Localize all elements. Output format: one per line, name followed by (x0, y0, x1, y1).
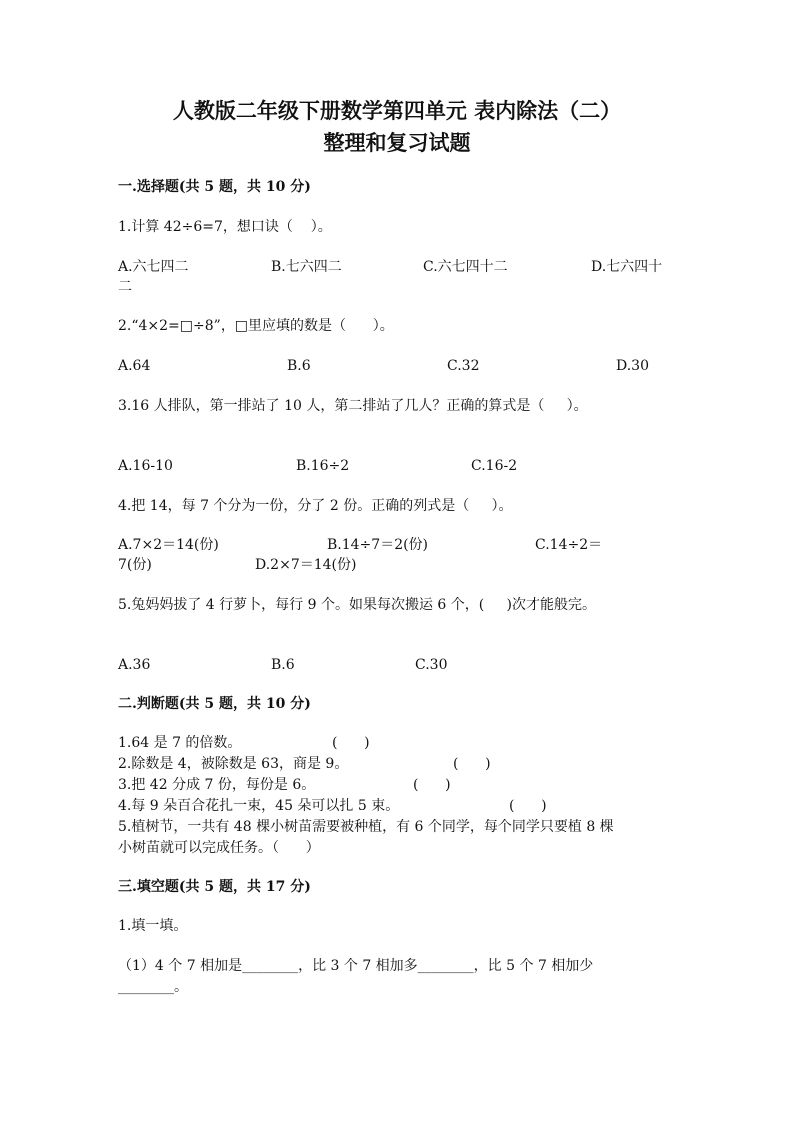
judge-5-wrap: 小树苗就可以完成任务。（ ） (118, 840, 320, 856)
question-2: 2.“4×2=□÷8”，□里应填的数是（ ）。 (118, 318, 394, 334)
q2-option-d: D.30 (616, 358, 649, 374)
q5-option-b: B.6 (271, 657, 295, 673)
q1-option-c: C.六七四十二 (423, 259, 508, 275)
fill-question-1-part-1: （1）4 个 7 相加是________，比 3 个 7 相加多________，比 5 个 7 相加少 (118, 958, 594, 974)
q4-option-c: C.14÷2＝ (535, 537, 603, 553)
judge-4: 4.每 9 朵百合花扎一束，45 朵可以扎 5 束。 (118, 798, 400, 814)
q1-option-d-wrap: 二 (118, 279, 132, 295)
q4-option-c-wrap: 7(份) (118, 557, 152, 573)
q5-option-a: A.36 (118, 657, 151, 673)
q4-option-d: D.2×7＝14(份) (255, 557, 357, 573)
question-1: 1.计算 42÷6=7，想口诀（ ）。 (118, 219, 332, 235)
section-heading-fill: 三.填空题(共 5 题，共 17 分) (118, 879, 311, 895)
judge-3: 3.把 42 分成 7 份，每份是 6。 (118, 777, 316, 793)
judge-1: 1.64 是 7 的倍数。 (118, 735, 242, 751)
q1-option-a: A.六七四二 (118, 259, 189, 275)
q1-option-b: B.七六四二 (271, 259, 342, 275)
judge-1-paren: ( ) (332, 735, 370, 751)
q3-option-c: C.16-2 (471, 458, 518, 474)
question-5: 5.兔妈妈拔了 4 行萝卜，每行 9 个。如果每次搬运 6 个，( )次才能般完。 (118, 597, 596, 613)
q3-option-b: B.16÷2 (296, 458, 350, 474)
q5-option-c: C.30 (415, 657, 448, 673)
fill-question-1-part-1-wrap: ________。 (118, 979, 188, 995)
page-subtitle: 整理和复习试题 (323, 130, 471, 155)
q2-option-b: B.6 (287, 358, 311, 374)
judge-2: 2.除数是 4，被除数是 63，商是 9。 (118, 756, 349, 772)
question-3: 3.16 人排队，第一排站了 10 人，第二排站了几人？正确的算式是（ ）。 (118, 398, 588, 414)
q3-option-a: A.16-10 (118, 458, 173, 474)
judge-3-paren: ( ) (413, 777, 451, 793)
q1-option-d: D.七六四十 (591, 259, 663, 275)
section-heading-choice: 一.选择题(共 5 题，共 10 分) (118, 179, 311, 195)
judge-4-paren: ( ) (509, 798, 547, 814)
q4-option-a: A.7×2＝14(份) (118, 537, 219, 553)
question-4: 4.把 14，每 7 个分为一份，分了 2 份。正确的列式是（ ）。 (118, 498, 513, 514)
q2-option-c: C.32 (447, 358, 480, 374)
judge-2-paren: ( ) (453, 756, 491, 772)
q4-option-b: B.14÷7＝2(份) (327, 537, 429, 553)
section-heading-judge: 二.判断题(共 5 题，共 10 分) (118, 696, 311, 712)
q2-option-a: A.64 (118, 358, 151, 374)
page-title: 人教版二年级下册数学第四单元 表内除法（二） (172, 98, 622, 123)
judge-5: 5.植树节，一共有 48 棵小树苗需要被种植，有 6 个同学，每个同学只要植 8 棵 (118, 819, 614, 835)
fill-question-1: 1.填一填。 (118, 918, 188, 934)
